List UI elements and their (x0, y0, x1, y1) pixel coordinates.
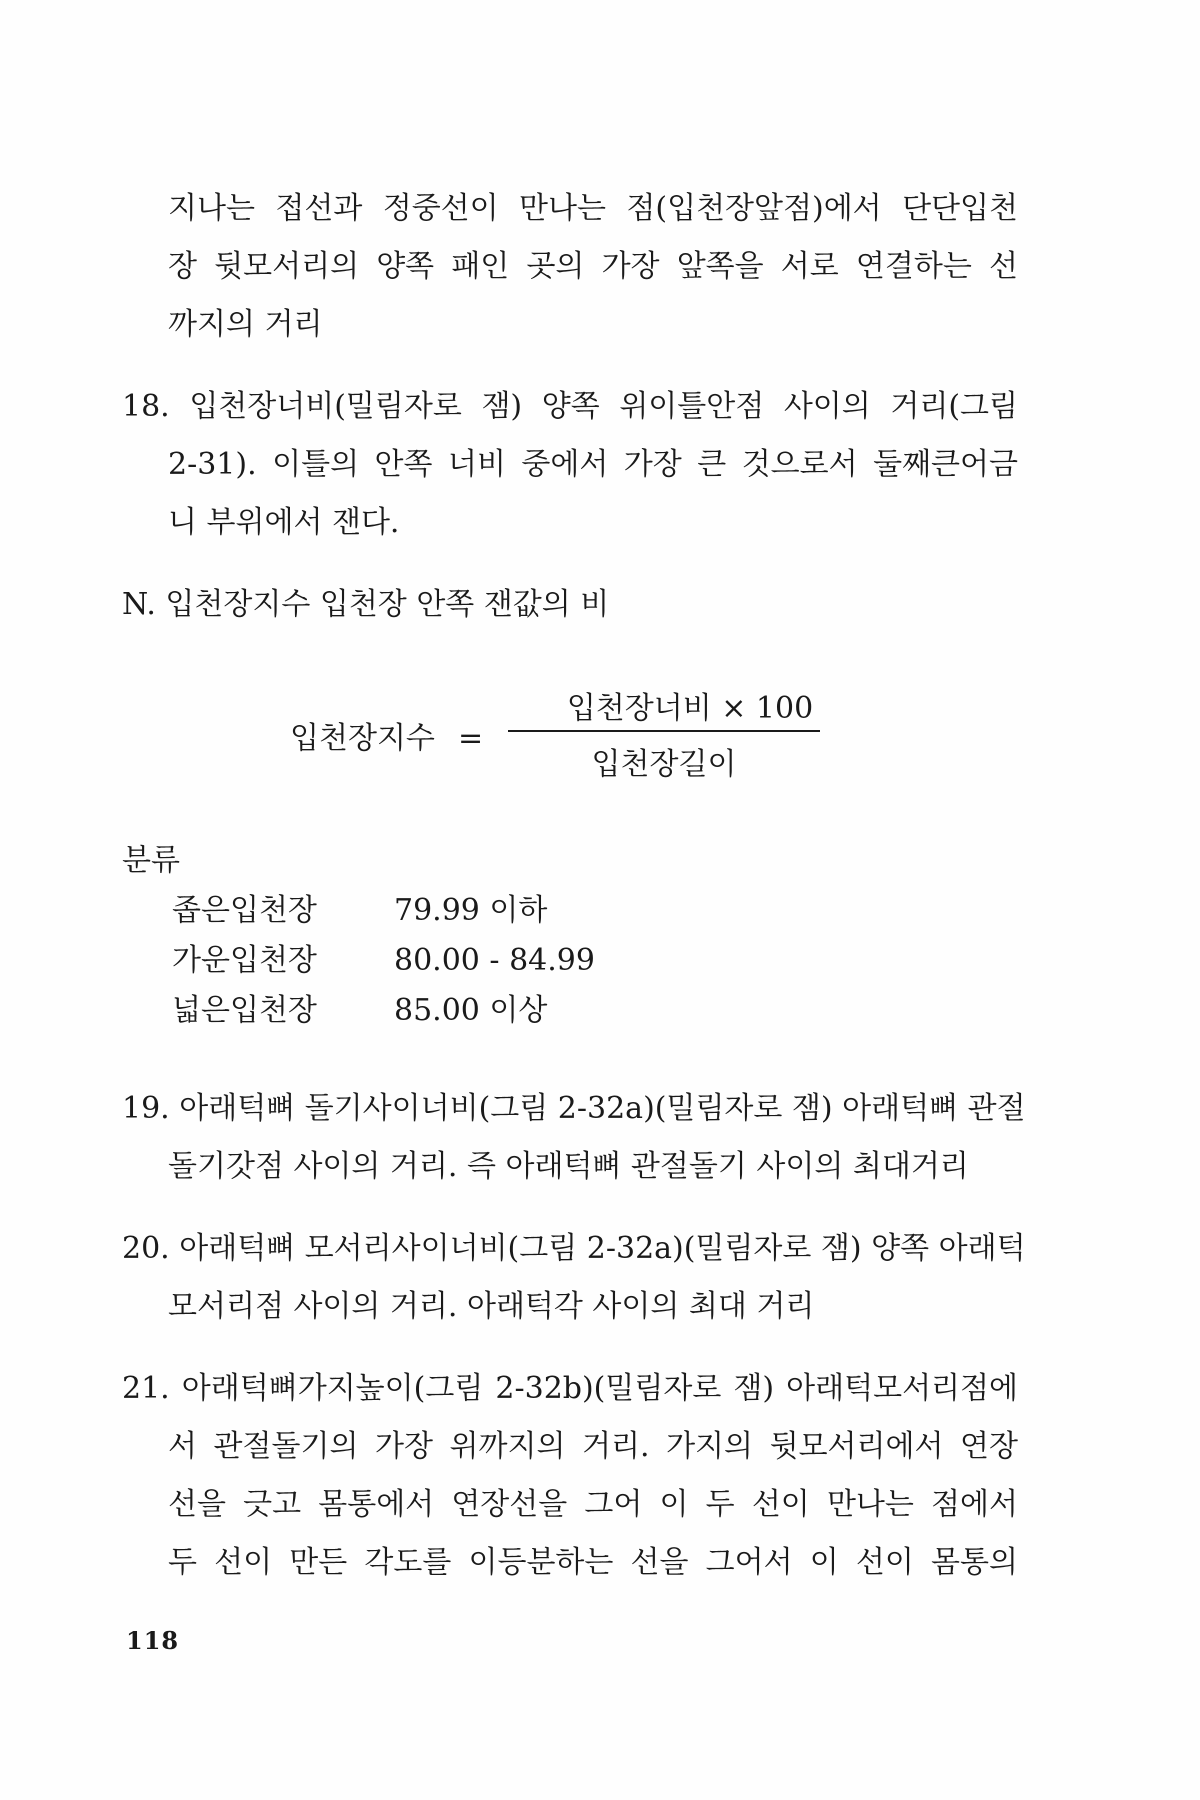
classification-table (122, 836, 595, 1036)
class-name: 좁은입천장 (172, 893, 317, 928)
item-line: 20. 아래턱뼈 모서리사이너비(그림 2-32a)(밀림자로 잼) 양쪽 아래턱 (122, 1231, 1026, 1266)
item-line: 돌기갓점 사이의 거리. 즉 아래턱뼈 관절돌기 사이의 최대거리 (168, 1149, 969, 1184)
item-18 (122, 378, 1018, 552)
item-line: 두 선이 만든 각도를 이등분하는 선을 그어서 이 선이 몸통의 (168, 1545, 1018, 1580)
classification-row (122, 936, 595, 986)
class-name: 넓은입천장 (172, 993, 317, 1028)
paragraph-line: 장 뒷모서리의 양쪽 패인 곳의 가장 앞쪽을 서로 연결하는 선 (168, 249, 1018, 284)
paragraph-line: 지나는 접선과 정중선이 만나는 점(입천장앞점)에서 단단입천 (168, 191, 1018, 226)
item-line: 니 부위에서 잰다. (168, 505, 400, 540)
item-line: 서 관절돌기의 가장 위까지의 거리. 가지의 뒷모서리에서 연장 (168, 1429, 1018, 1464)
classification-row (122, 886, 595, 936)
paragraph-line: 까지의 거리 (168, 307, 323, 342)
page-number: 118 (126, 1626, 180, 1655)
item-line: 18. 입천장너비(밀림자로 잼) 양쪽 위이틀안점 사이의 거리(그림 (122, 389, 1018, 424)
item-20 (122, 1220, 1026, 1336)
item-19 (122, 1080, 1026, 1196)
class-range: 79.99 이하 (394, 893, 548, 928)
palatal-index-formula (290, 680, 830, 800)
section-heading-n (122, 576, 609, 634)
class-name: 가운입천장 (172, 943, 317, 978)
item-line: 21. 아래턱뼈가지높이(그림 2-32b)(밀림자로 잼) 아래턱모서리점에 (122, 1371, 1018, 1406)
classification-heading: 분류 (122, 843, 180, 878)
class-range: 80.00 - 84.99 (394, 943, 595, 978)
item-line: 모서리점 사이의 거리. 아래턱각 사이의 최대 거리 (168, 1289, 815, 1324)
classification-row (122, 986, 595, 1036)
item-line: 19. 아래턱뼈 돌기사이너비(그림 2-32a)(밀림자로 잼) 아래턱뼈 관절 (122, 1091, 1026, 1126)
item-line: 선을 긋고 몸통에서 연장선을 그어 이 두 선이 만나는 점에서 (168, 1487, 1018, 1522)
fraction-bar (508, 730, 820, 732)
item-line: 2-31). 이틀의 안쪽 너비 중에서 가장 큰 것으로서 둘째큰어금 (168, 447, 1018, 482)
formula-lhs: 입천장지수 (290, 721, 435, 756)
formula-denominator: 입천장길이 (591, 747, 737, 782)
formula-numerator: 입천장너비 × 100 (566, 691, 814, 726)
class-range: 85.00 이상 (394, 993, 548, 1028)
section-heading-text: N. 입천장지수 입천장 안쪽 잰값의 비 (122, 587, 610, 622)
formula-equals: = (458, 721, 484, 756)
item-21 (122, 1360, 1018, 1592)
continued-paragraph (168, 180, 1018, 354)
